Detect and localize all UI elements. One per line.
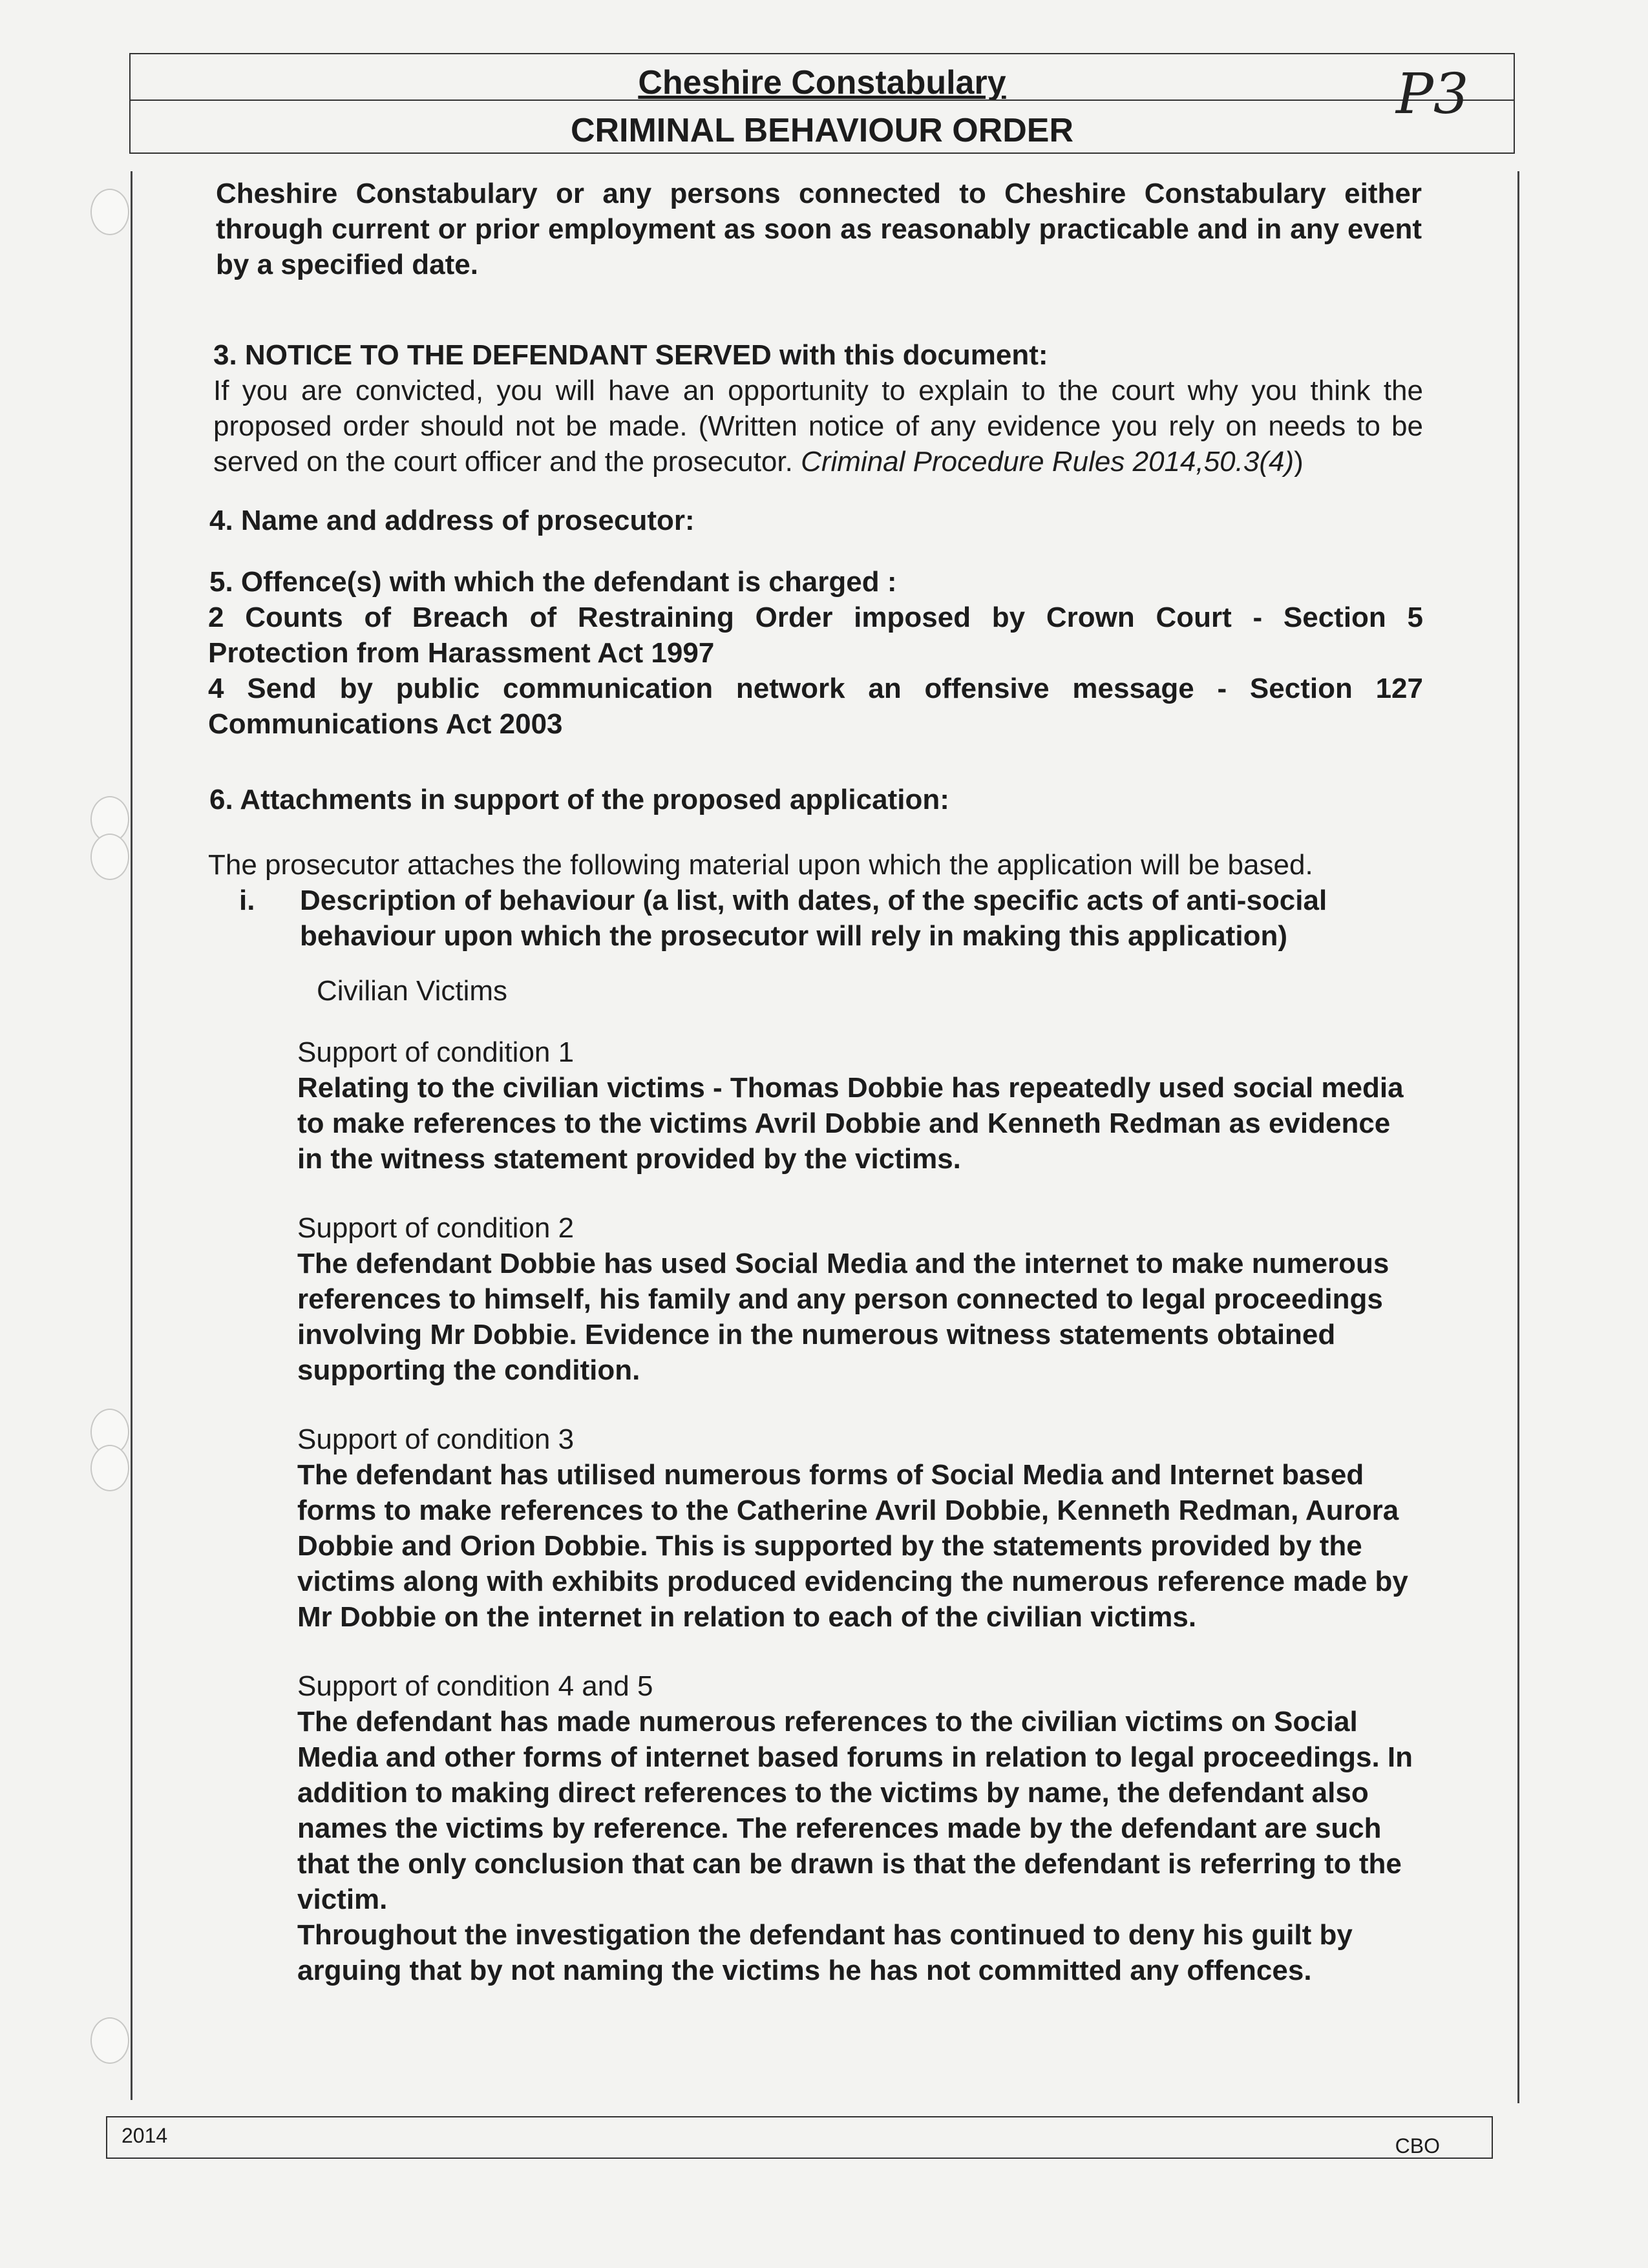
offence-1-line-2: Protection from Harassment Act 1997 (208, 637, 715, 669)
page-footer (106, 2116, 1493, 2159)
header-divider (131, 100, 1514, 101)
section-3-citation: Criminal Procedure Rules 2014,50.3(4) (801, 446, 1294, 478)
intro-paragraph: Cheshire Constabulary or any persons connected to Cheshire Constabulary either through current or prior employment as soon as reasonably practicable and in any event by a specified date. (216, 178, 1422, 280)
condition-1-block (208, 1034, 1423, 1177)
condition-2-title: Support of condition 2 (297, 1212, 575, 1244)
section-5-heading: 5. Offence(s) with which the defendant is charged : (209, 566, 897, 598)
section-3-notice-text: If you are convicted, you will have an opportunity to explain to the court why you think the proposed order should not be made. (Written notice of any evidence you rely on needs to be served on the court officer and the prosecutor. (213, 375, 1423, 478)
handwritten-page-mark: P3 (1396, 62, 1469, 127)
condition-3-block (208, 1422, 1423, 1635)
offence-1-line-1: 2 Counts of Breach of Restraining Order imposed by Crown Court - Section 5 (208, 602, 1423, 633)
condition-1-text: Relating to the civilian victims - Thomas Dobbie has repeatedly used social media to make references to the victims Avril Dobbie and Kenneth Redman as evidence in the witness statement provided by the victims. (297, 1072, 1404, 1175)
section-6-heading: 6. Attachments in support of the proposed application: (209, 784, 949, 815)
punch-hole (90, 189, 129, 235)
offence-2-line-2: Communications Act 2003 (208, 708, 563, 740)
footer-form-code: CBO (1395, 2134, 1440, 2158)
condition-2-block (208, 1210, 1423, 1388)
condition-4-5-text: The defendant has made numerous references to the civilian victims on Social Media and other forms of internet based forums in relation to legal proceedings. In addition to making direct references to the victims by name, the defendant also names the victims by reference. The references made by the defendant are such that the only conclusion that can be drawn is that the defendant is referring to the victim. (297, 1706, 1413, 1915)
section-3-body (213, 373, 1423, 479)
punch-hole (90, 2017, 129, 2064)
condition-4-5-block (208, 1668, 1423, 1988)
offence-2-line-1: 4 Send by public communication network an offensive message - Section 127 (208, 673, 1423, 704)
document-body (208, 176, 1423, 1988)
attachment-item (208, 883, 1423, 954)
section-3-heading: 3. NOTICE TO THE DEFENDANT SERVED with this document: (213, 339, 1048, 371)
footer-year: 2014 (121, 2124, 168, 2147)
condition-3-text: The defendant has utilised numerous forms of Social Media and Internet based forms to make references to the Catherine Avril Dobbie, Kenneth Redman, Aurora Dobbie and Orion Dobbie. This is supported by the statements provided by the victims along with exhibits produced evidencing the numerous reference made by Mr Dobbie on the internet in relation to each of the civilian victims. (297, 1459, 1408, 1633)
condition-2-text: The defendant Dobbie has used Social Media and the internet to make numerous references to himself, his family and any person connected to legal proceedings involving Mr Dobbie. Evidence in the numerous witness statements obtained supporting the condition. (297, 1248, 1389, 1386)
condition-1-title: Support of condition 1 (297, 1036, 575, 1068)
punch-hole (90, 834, 129, 880)
section-3-closing: ) (1294, 446, 1304, 478)
civilian-victims-subheading: Civilian Victims (317, 975, 508, 1007)
document-header (129, 53, 1515, 154)
section-4-heading: 4. Name and address of prosecutor: (209, 505, 695, 536)
condition-4-5-title: Support of condition 4 and 5 (297, 1670, 653, 1702)
right-margin-rule (1517, 171, 1519, 2103)
organisation-name: Cheshire Constabulary (638, 64, 1006, 101)
condition-3-title: Support of condition 3 (297, 1423, 575, 1455)
left-margin-rule (131, 171, 132, 2100)
document-title: CRIMINAL BEHAVIOUR ORDER (570, 112, 1074, 149)
section-6-intro: The prosecutor attaches the following material upon which the application will be based. (208, 849, 1313, 881)
attachment-description: Description of behaviour (a list, with dates, of the specific acts of anti-social behaviour upon which the prosecutor will rely in making this application) (300, 885, 1327, 952)
punch-hole (90, 1445, 129, 1491)
list-marker: i. (239, 885, 255, 916)
condition-4-5-text-continued: Throughout the investigation the defendant has continued to deny his guilt by arguing that by not naming the victims he has not committed any offences. (297, 1919, 1353, 1986)
